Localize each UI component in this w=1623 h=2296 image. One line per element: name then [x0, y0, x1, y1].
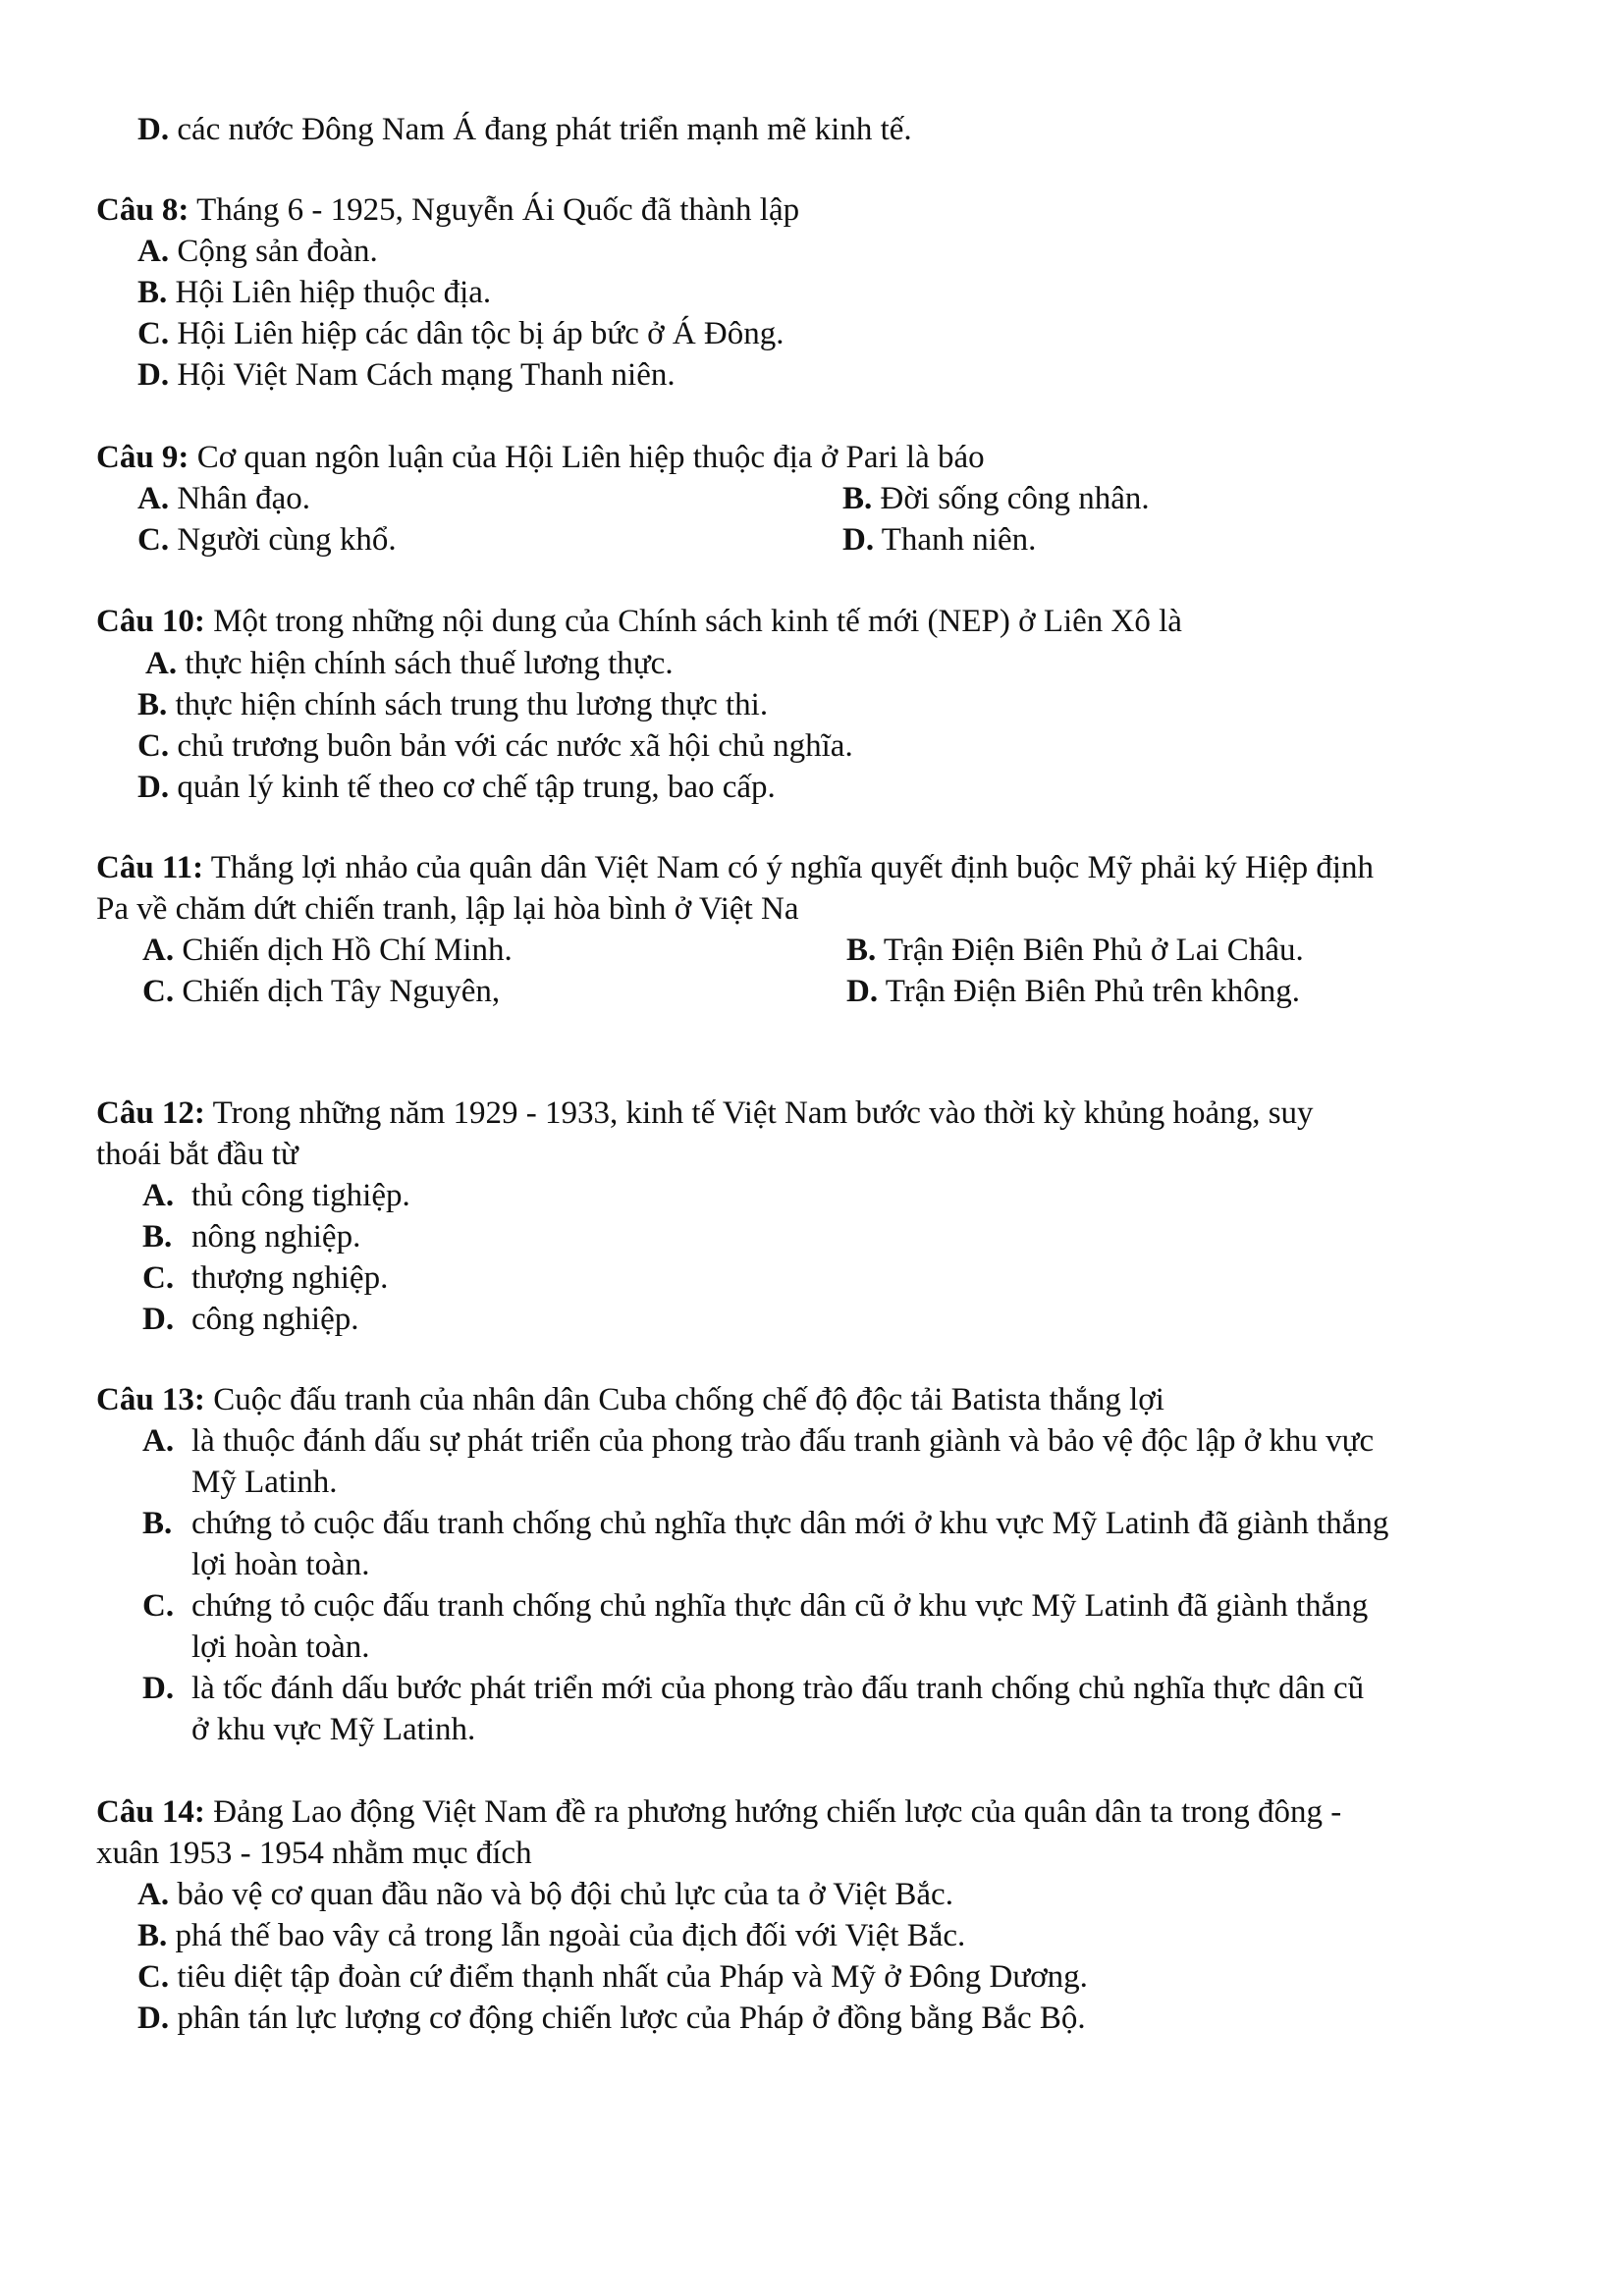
- q11-option-b: B. Trận Điện Biên Phủ ở Lai Châu.: [846, 933, 1304, 968]
- q13-option-c-cont: lợi hoàn toàn.: [191, 1629, 370, 1665]
- q10-option-d: D. quản lý kinh tế theo cơ chế tập trung, bao cấp.: [137, 770, 776, 805]
- q14-option-b: B. phá thế bao vây cả trong lẫn ngoài của địch đối với Việt Bắc.: [137, 1918, 966, 1953]
- q10-option-a: A. thực hiện chính sách thuế lương thực.: [145, 646, 674, 681]
- q7-option-d: D. các nước Đông Nam Á đang phát triển mạnh mẽ kinh tế.: [137, 112, 912, 147]
- q13-option-d-cont: ở khu vực Mỹ Latinh.: [191, 1712, 476, 1747]
- q10-option-b: B. thực hiện chính sách trung thu lương thực thi.: [137, 687, 769, 722]
- q11-option-a: A. Chiến dịch Hồ Chí Minh.: [142, 933, 513, 968]
- q8-option-c: C. Hội Liên hiệp các dân tộc bị áp bức ở Á Đông.: [137, 316, 784, 351]
- q13-option-b-cont: lợi hoàn toàn.: [191, 1547, 370, 1582]
- q13-option-a: A. là thuộc đánh dấu sự phát triển của phong trào đấu tranh giành và bảo vệ độc lập ở khu vực: [142, 1423, 1375, 1459]
- q12-stem: Câu 12: Trong những năm 1929 - 1933, kinh tế Việt Nam bước vào thời kỳ khủng hoảng, suy: [96, 1095, 1314, 1131]
- q13-option-d: D. là tốc đánh dấu bước phát triển mới của phong trào đấu tranh chống chủ nghĩa thực dân cũ: [142, 1671, 1365, 1706]
- q9-option-d: D. Thanh niên.: [842, 522, 1037, 558]
- q10-option-c: C. chủ trương buôn bản với các nước xã hội chủ nghĩa.: [137, 728, 853, 764]
- q12-option-d: D. công nghiệp.: [142, 1302, 359, 1337]
- q12-option-a: A. thủ công tighiệp.: [142, 1178, 410, 1213]
- q11-stem-cont: Pa về chăm dứt chiến tranh, lập lại hòa bình ở Việt Na: [96, 891, 799, 927]
- q14-option-a: A. bảo vệ cơ quan đầu não và bộ đội chủ lực của ta ở Việt Bắc.: [137, 1877, 953, 1912]
- q8-stem: Câu 8: Tháng 6 - 1925, Nguyễn Ái Quốc đã thành lập: [96, 192, 800, 228]
- q12-option-b: B. nông nghiệp.: [142, 1219, 361, 1255]
- q10-stem: Câu 10: Một trong những nội dung của Chính sách kinh tế mới (NEP) ở Liên Xô là: [96, 604, 1182, 639]
- q14-option-d: D. phân tán lực lượng cơ động chiến lược của Pháp ở đồng bằng Bắc Bộ.: [137, 2001, 1086, 2036]
- q14-option-c: C. tiêu diệt tập đoàn cứ điểm thạnh nhất của Pháp và Mỹ ở Đông Dương.: [137, 1959, 1088, 1995]
- q9-option-c: C. Người cùng khổ.: [137, 522, 397, 558]
- q13-option-c: C. chứng tỏ cuộc đấu tranh chống chủ nghĩa thực dân cũ ở khu vực Mỹ Latinh đã giành thắng: [142, 1588, 1369, 1624]
- q12-option-c: C. thượng nghiệp.: [142, 1260, 389, 1296]
- q14-stem: Câu 14: Đảng Lao động Việt Nam đề ra phương hướng chiến lược của quân dân ta trong đông -: [96, 1794, 1342, 1830]
- q13-stem: Câu 13: Cuộc đấu tranh của nhân dân Cuba chống chế độ độc tải Batista thắng lợi: [96, 1382, 1164, 1417]
- q8-option-b: B. Hội Liên hiệp thuộc địa.: [137, 275, 492, 310]
- q11-stem: Câu 11: Thắng lợi nhảo của quân dân Việt Nam có ý nghĩa quyết định buộc Mỹ phải ký Hiệp định: [96, 850, 1375, 885]
- q13-option-a-cont: Mỹ Latinh.: [191, 1465, 338, 1500]
- q8-option-d: D. Hội Việt Nam Cách mạng Thanh niên.: [137, 357, 676, 393]
- q14-stem-cont: xuân 1953 - 1954 nhằm mục đích: [96, 1836, 532, 1871]
- q11-option-c: C. Chiến dịch Tây Nguyên,: [142, 974, 501, 1009]
- q9-option-b: B. Đời sống công nhân.: [842, 481, 1150, 516]
- q11-option-d: D. Trận Điện Biên Phủ trên không.: [846, 974, 1301, 1009]
- q8-option-a: A. Cộng sản đoàn.: [137, 234, 378, 269]
- q9-option-a: A. Nhân đạo.: [137, 481, 310, 516]
- q9-stem: Câu 9: Cơ quan ngôn luận của Hội Liên hiệp thuộc địa ở Pari là báo: [96, 440, 985, 475]
- q12-stem-cont: thoái bắt đầu từ: [96, 1137, 298, 1172]
- q13-option-b: B. chứng tỏ cuộc đấu tranh chống chủ nghĩa thực dân mới ở khu vực Mỹ Latinh đã giành thắng: [142, 1506, 1389, 1541]
